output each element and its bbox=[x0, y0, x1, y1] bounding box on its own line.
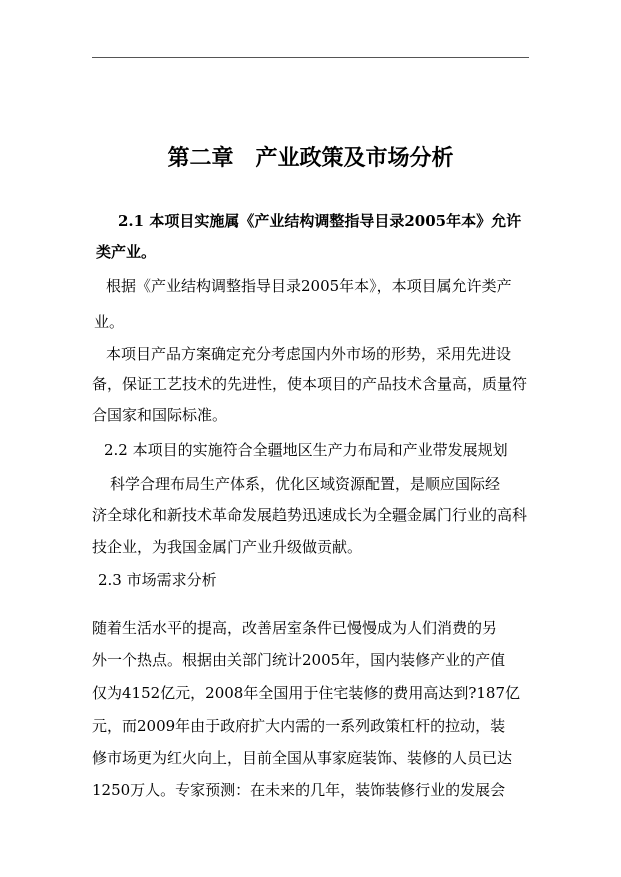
section-2-3-para-line2: 外一个热点。根据由关部门统计2005年，国内装修产业的产值 bbox=[92, 651, 506, 669]
section-2-1-para2-line1: 本项目产品方案确定充分考虑国内外市场的形势，采用先进设 bbox=[106, 345, 512, 363]
section-2-1-para2-line3: 合国家和国际标准。 bbox=[92, 406, 228, 424]
section-2-3-para-line3: 仅为4152亿元，2008年全国用于住宅装修的费用高达到?187亿 bbox=[92, 684, 521, 702]
section-2-1-heading-line1: 2.1 本项目实施属《产业结构调整指导目录2005年本》允许 bbox=[118, 212, 522, 230]
section-2-3-heading: 2.3 市场需求分析 bbox=[98, 571, 217, 589]
section-2-1-para1-line2: 业。 bbox=[94, 313, 125, 331]
section-2-3-para-line4: 元，而2009年由于政府扩大内需的一系列政策杠杆的拉动，装 bbox=[92, 717, 506, 735]
section-2-1-para1-line1: 根据《产业结构调整指导目录2005年本》，本项目属允许类产 bbox=[106, 277, 512, 295]
section-2-2-para-line3: 技企业，为我国金属门产业升级做贡献。 bbox=[92, 538, 363, 556]
section-2-2-heading: 2.2 本项目的实施符合全疆地区生产力布局和产业带发展规划 bbox=[104, 441, 508, 459]
section-2-3-para-line6: 1250万人。专家预测：在未来的几年，装饰装修行业的发展会 bbox=[92, 781, 506, 799]
section-2-2-para-line1: 科学合理布局生产体系，优化区域资源配置，是顺应国际经 bbox=[110, 475, 501, 493]
section-2-3-para-line1: 随着生活水平的提高，改善居室条件已慢慢成为人们消费的另 bbox=[92, 619, 498, 637]
header-rule bbox=[92, 57, 529, 58]
chapter-title: 第二章 产业政策及市场分析 bbox=[167, 145, 454, 171]
section-2-1-heading-line2: 类产业。 bbox=[96, 243, 157, 261]
section-2-3-para-line5: 修市场更为红火向上，目前全国从事家庭装饰、装修的人员已达 bbox=[92, 749, 513, 767]
section-2-2-para-line2: 济全球化和新技术革命发展趋势迅速成长为全疆金属门行业的高科 bbox=[92, 506, 528, 524]
section-2-1-para2-line2: 备，保证工艺技术的先进性，使本项目的产品技术含量高，质量符 bbox=[92, 375, 528, 393]
